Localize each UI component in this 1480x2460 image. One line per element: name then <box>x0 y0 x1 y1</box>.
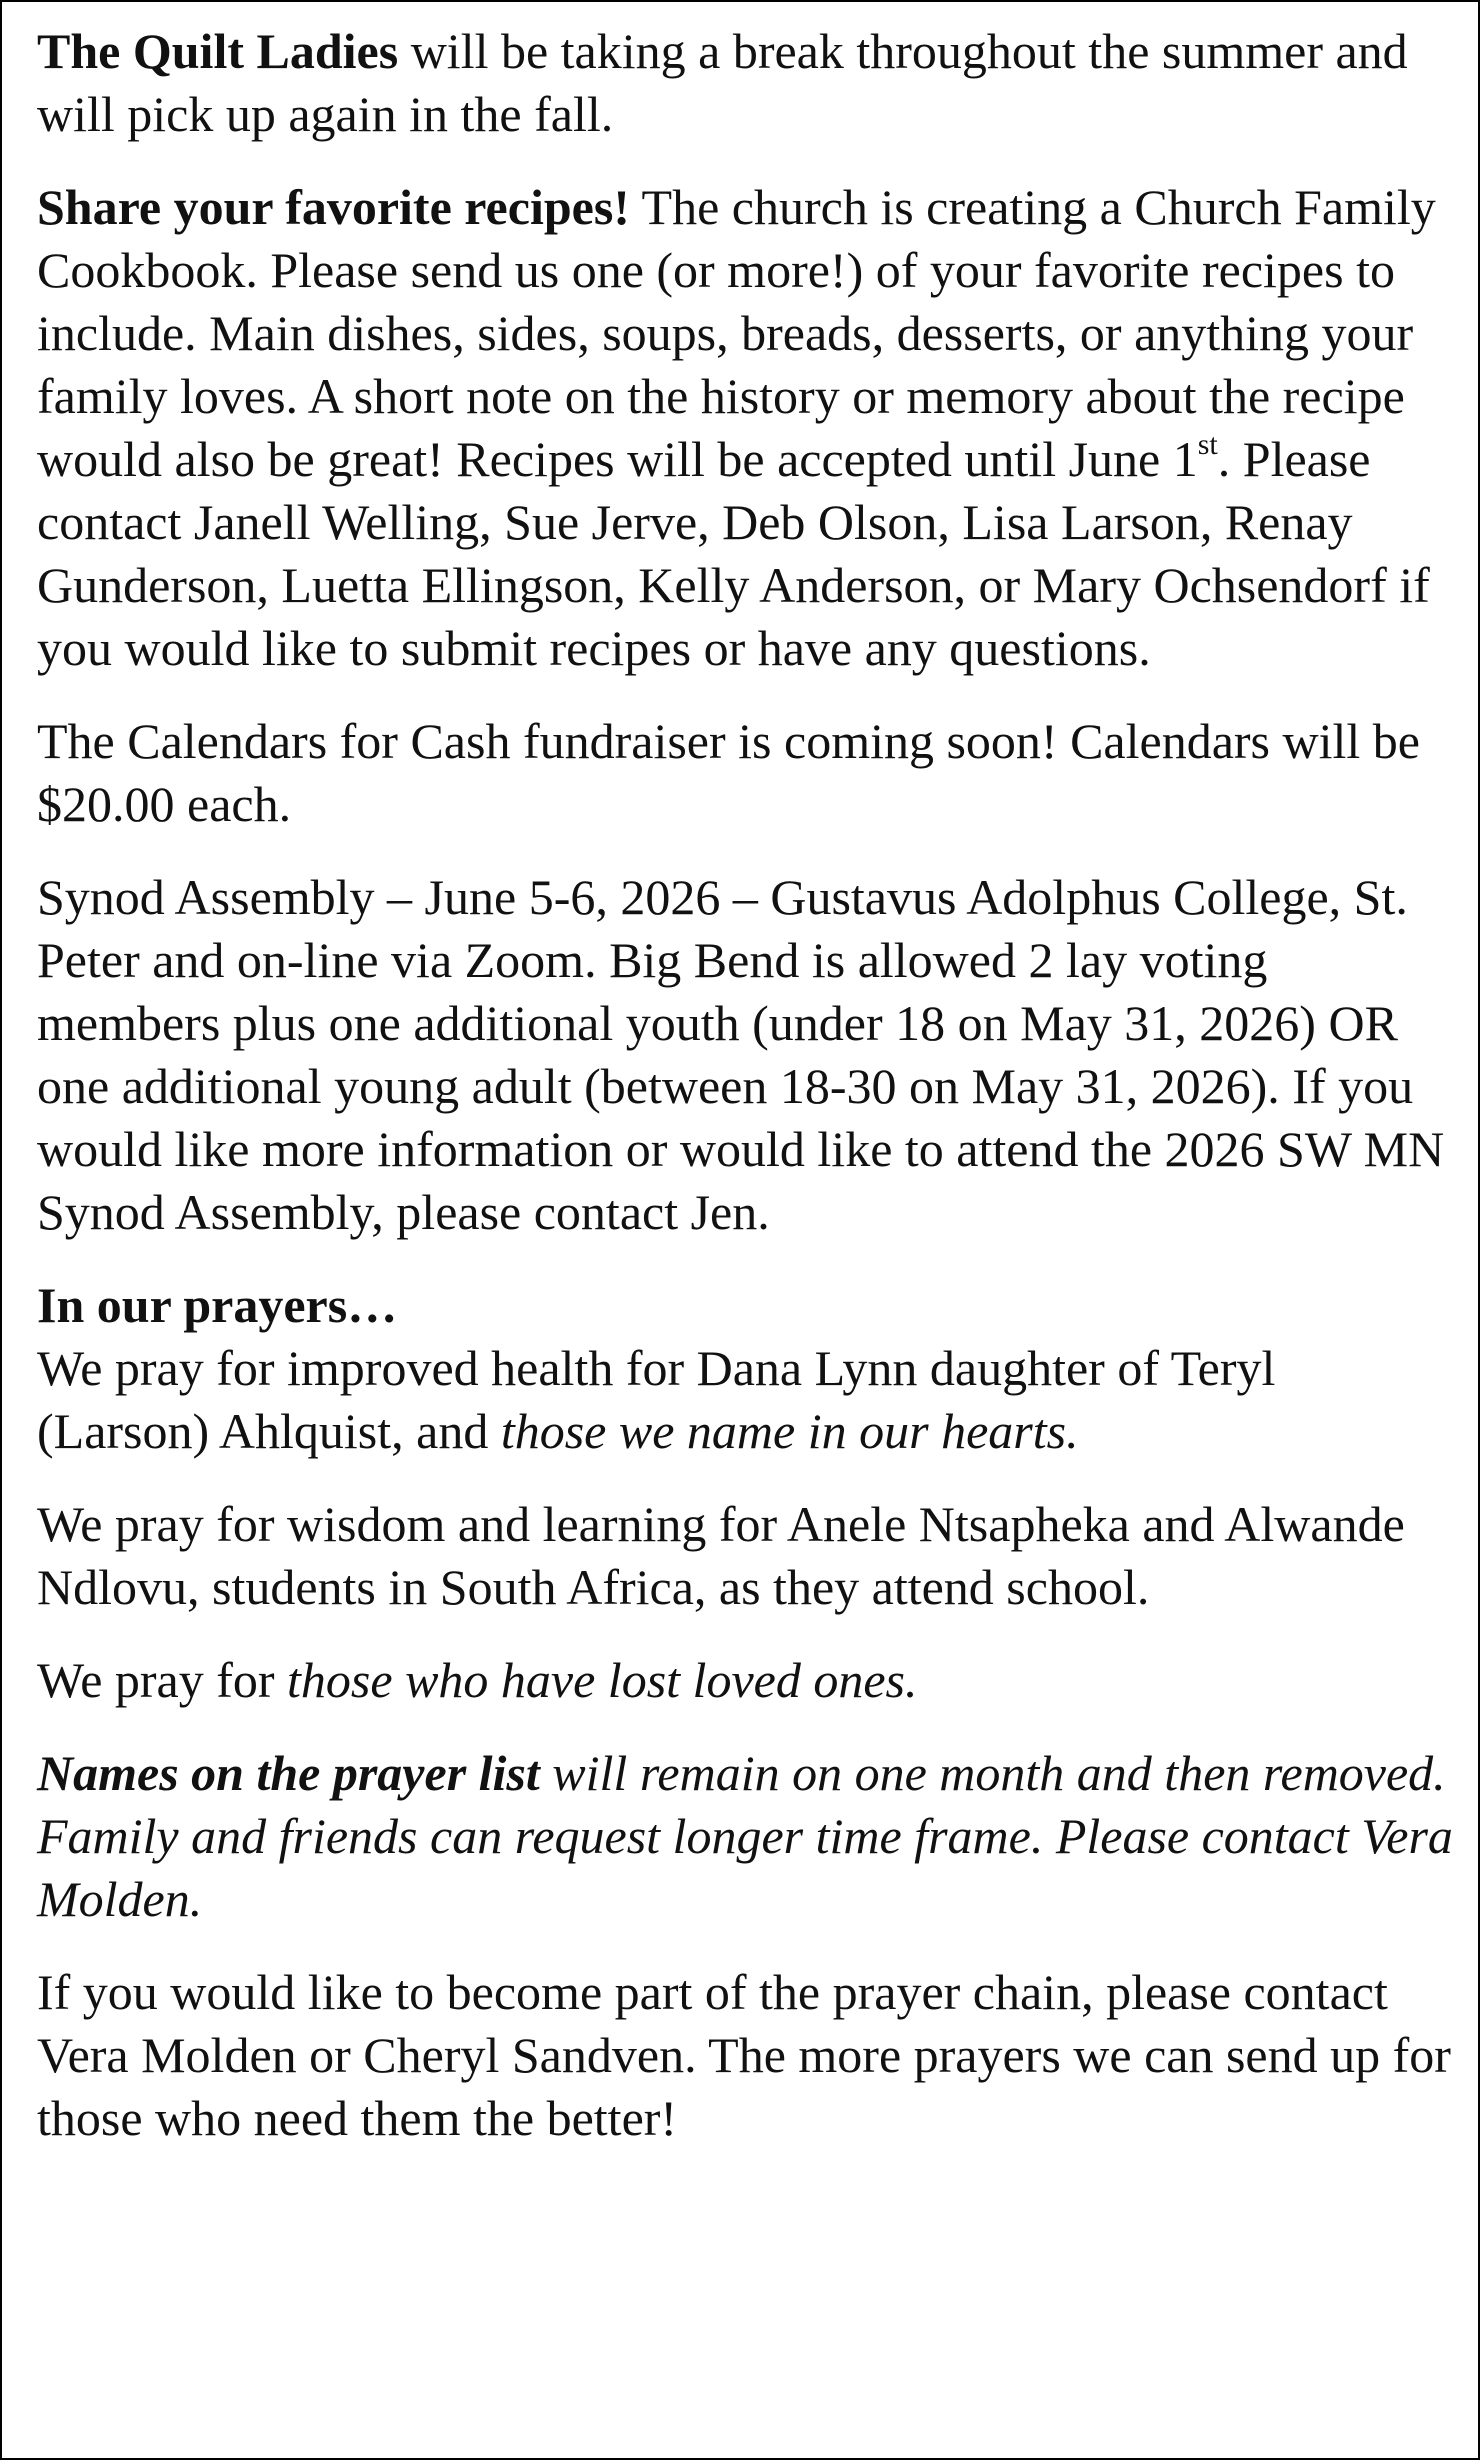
prayer-loss-paragraph <box>37 1649 1457 1712</box>
prayer-list-text: will remain on one month and then removed. Family and friends can request longer time frame. Please contact Vera Molden. <box>37 1745 1453 1927</box>
recipes-heading: Share your favorite recipes! <box>37 179 630 235</box>
synod-assembly-paragraph: Synod Assembly – June 5-6, 2026 – Gustavus Adolphus College, St. Peter and on-line via Zoom. Big Bend is allowed 2 lay voting members plus one additional youth (under 18 on May 31, 2026) OR one additional young adult (between 18-30 on May 31, 2026). If you would like more information or would like to attend the 2026 SW MN Synod Assembly, please contact Jen. <box>37 869 1445 1240</box>
prayer-list-note <box>37 1742 1457 1931</box>
prayer-loss-text: We pray for <box>37 1652 288 1708</box>
quilt-ladies-paragraph <box>37 20 1457 146</box>
recipes-date-suffix: st <box>1197 428 1218 462</box>
prayers-heading: In our prayers… <box>37 1277 398 1333</box>
recipes-paragraph <box>37 176 1457 680</box>
prayer-list-bold: Names on the prayer list <box>37 1745 540 1801</box>
prayer-health-paragraph <box>37 1337 1457 1463</box>
recipes-text: The church is creating a Church Family Cookbook. Please send us one (or more!) of your favorite recipes to include. Main dishes, sides, soups, breads, desserts, or anything your family loves. A short note on the history or memory about the recipe would also be great! Recipes will be accepted until June 1 <box>37 179 1436 487</box>
prayer-students-paragraph: We pray for wisdom and learning for Anele Ntsapheka and Alwande Ndlovu, students in South Africa, as they attend school. <box>37 1496 1405 1615</box>
calendars-paragraph: The Calendars for Cash fundraiser is coming soon! Calendars will be $20.00 each. <box>37 713 1420 832</box>
prayer-health-italic: those we name in our hearts. <box>500 1403 1079 1459</box>
prayers-heading-line <box>37 1274 1457 1337</box>
recipes-contact-text: . Please contact Janell Welling, Sue Jerve, Deb Olson, Lisa Larson, Renay Gunderson, Luetta Ellingson, Kelly Anderson, or Mary Ochsendorf if you would like to submit recipes or have any questions. <box>37 431 1430 676</box>
newsletter-content <box>37 20 1457 2180</box>
quilt-ladies-text: will be taking a break throughout the summer and will pick up again in the fall. <box>37 23 1408 142</box>
prayer-loss-italic: those who have lost loved ones. <box>287 1652 918 1708</box>
quilt-ladies-heading: The Quilt Ladies <box>37 23 399 79</box>
prayer-health-text: We pray for improved health for Dana Lynn daughter of Teryl (Larson) Ahlquist, and <box>37 1340 1276 1459</box>
prayer-chain-paragraph: If you would like to become part of the prayer chain, please contact Vera Molden or Cheryl Sandven. The more prayers we can send up for those who need them the better! <box>37 1964 1451 2146</box>
